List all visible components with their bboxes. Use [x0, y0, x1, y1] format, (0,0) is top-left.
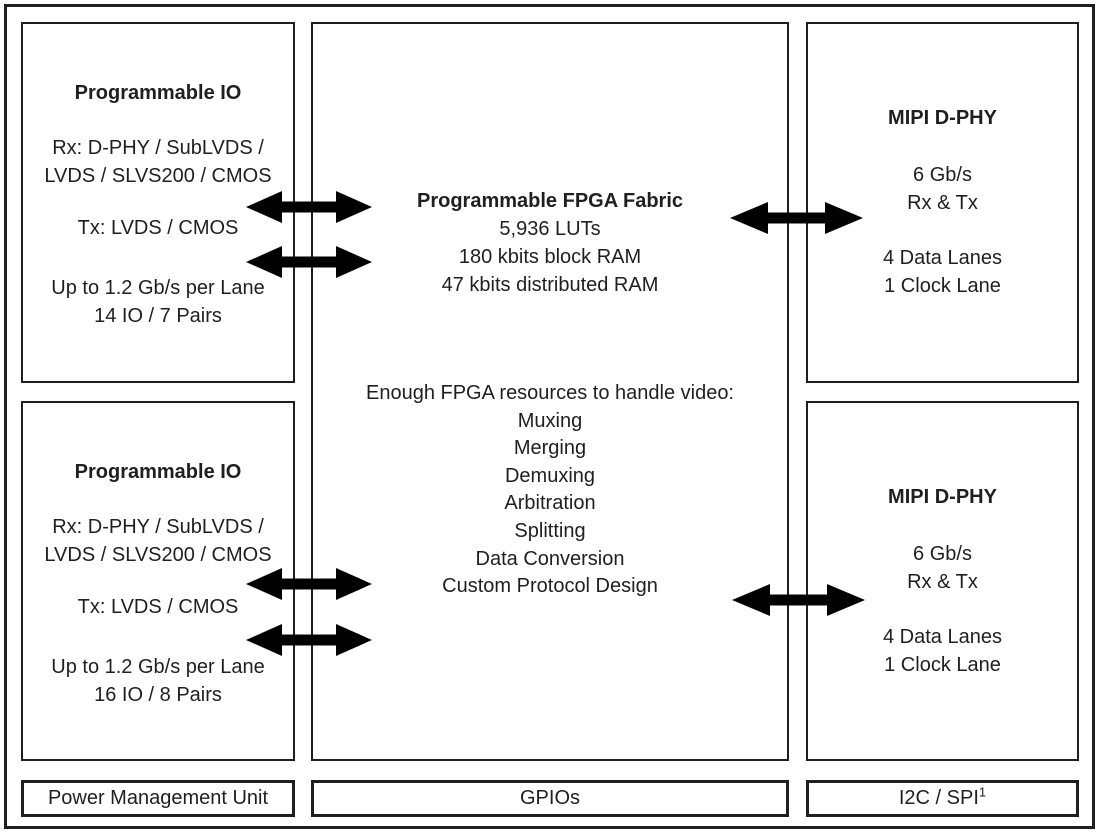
i2c-spi-label: I2C / SPI$^1$ [898, 784, 987, 809]
box-title: Programmable IO [74, 82, 242, 104]
box-title: MIPI D-PHY [888, 486, 997, 508]
clock-lane: 1 Clock Lane [884, 654, 1001, 676]
pmu-label: Power Management Unit [47, 787, 269, 809]
bidirectional-arrow-icon [730, 201, 863, 235]
io-pair-count: 16 IO / 8 Pairs [94, 684, 222, 706]
video-feature: Arbitration [504, 492, 596, 514]
block-ram: 180 kbits block RAM [458, 246, 642, 268]
bidirectional-arrow-icon [246, 245, 372, 279]
box-title: MIPI D-PHY [888, 107, 997, 129]
video-feature: Custom Protocol Design [442, 575, 658, 597]
lut-count: 5,936 LUTs [499, 218, 601, 240]
data-lanes: 4 Data Lanes [883, 247, 1002, 269]
tx-standards: Tx: LVDS / CMOS [77, 217, 239, 239]
fpga-fabric-box [311, 22, 789, 761]
bidirectional-arrow-icon [246, 567, 372, 601]
io-pair-count: 14 IO / 7 Pairs [94, 305, 222, 327]
dphy-rxtx: Rx & Tx [907, 571, 978, 593]
bidirectional-arrow-icon [246, 190, 372, 224]
rx-standards-line1: Rx: D-PHY / SubLVDS / [52, 137, 264, 159]
video-feature: Merging [513, 437, 587, 459]
lane-speed: Up to 1.2 Gb/s per Lane [51, 277, 265, 299]
bidirectional-arrow-icon [732, 583, 865, 617]
mipi-dphy-bottom-box [806, 401, 1079, 761]
clock-lane: 1 Clock Lane [884, 275, 1001, 297]
video-feature: Muxing [517, 410, 583, 432]
video-feature: Demuxing [504, 465, 596, 487]
footnote-marker: 1 [978, 784, 987, 800]
bidirectional-arrow-icon [246, 623, 372, 657]
distributed-ram: 47 kbits distributed RAM [441, 274, 659, 296]
rx-standards-line2: LVDS / SLVS200 / CMOS [44, 544, 272, 566]
box-title: Programmable IO [74, 461, 242, 483]
gpio-label: GPIOs [519, 787, 580, 809]
video-feature: Splitting [514, 520, 586, 542]
data-lanes: 4 Data Lanes [883, 626, 1002, 648]
dphy-rxtx: Rx & Tx [907, 192, 978, 214]
dphy-speed: 6 Gb/s [913, 164, 972, 186]
gpio-bar [311, 780, 789, 817]
rx-standards-line1: Rx: D-PHY / SubLVDS / [52, 516, 264, 538]
video-heading: Enough FPGA resources to handle video: [365, 382, 734, 404]
box-title: Programmable FPGA Fabric [417, 190, 683, 212]
dphy-speed: 6 Gb/s [913, 543, 972, 565]
video-feature: Data Conversion [475, 548, 625, 570]
power-management-unit-bar [21, 780, 295, 817]
rx-standards-line2: LVDS / SLVS200 / CMOS [44, 165, 272, 187]
tx-standards: Tx: LVDS / CMOS [77, 596, 239, 618]
i2c-spi-bar [806, 780, 1079, 817]
lane-speed: Up to 1.2 Gb/s per Lane [51, 656, 265, 678]
